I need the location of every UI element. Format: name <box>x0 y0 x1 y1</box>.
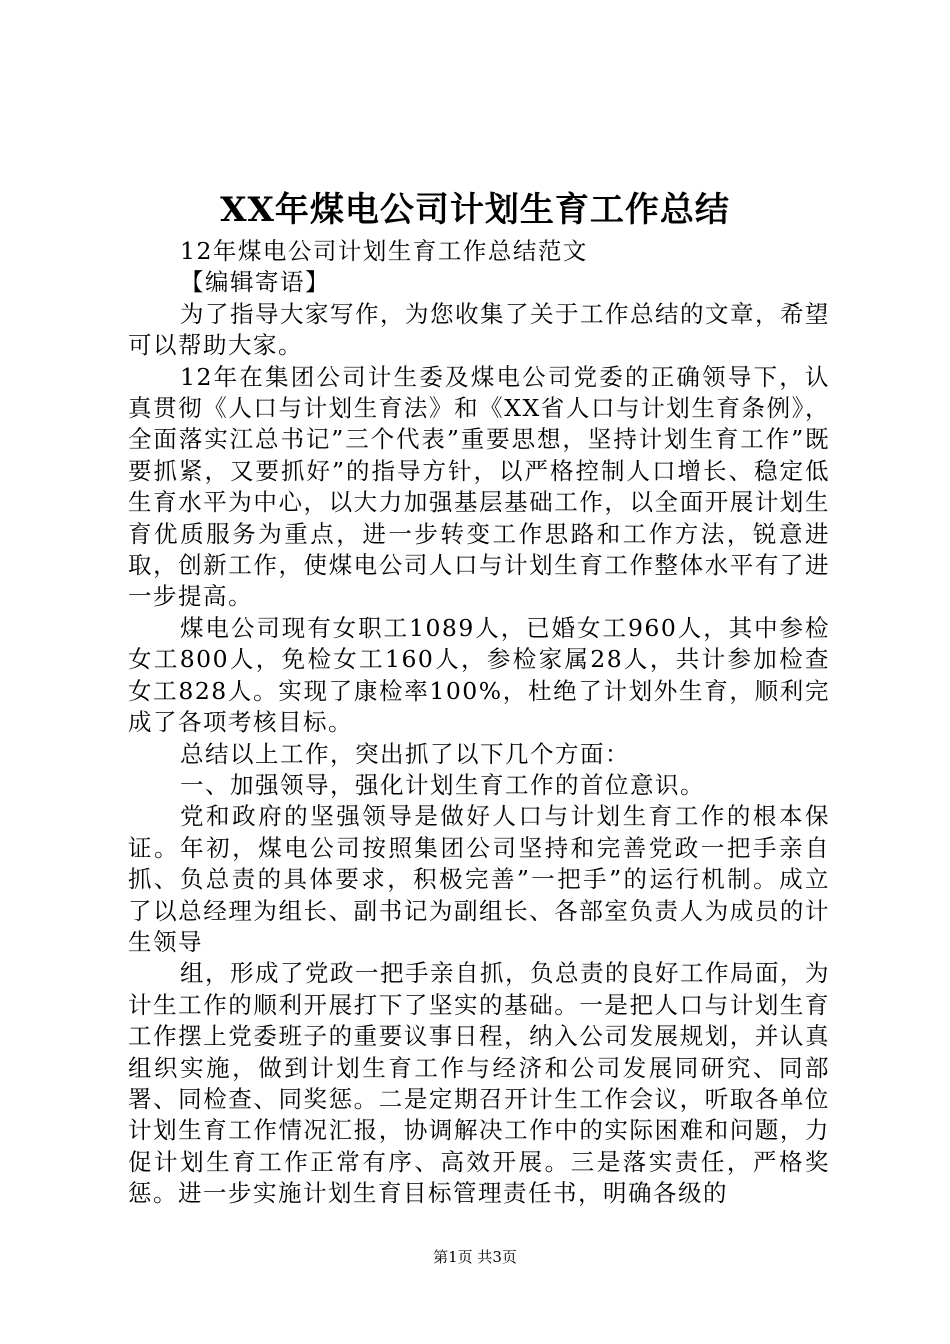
editor-note-label: 【编辑寄语】 <box>180 268 330 297</box>
subtitle: 12年煤电公司计划生育工作总结范文 <box>180 237 588 265</box>
paragraph-leadership: 党和政府的坚强领导是做好人口与计划生育工作的根本保证。年初，煤电公司按照集团公司坚持和完善党政一把手亲自抓、负总责的具体要求，积极完善”一把手”的运行机制。成立了以总经理为组长、副书记为副组长、各部室负责人为成员的计生领导 <box>128 802 830 956</box>
document-title: XX年煤电公司计划生育工作总结 <box>220 190 730 230</box>
paragraph-summary-lead: 总结以上工作，突出抓了以下几个方面： <box>180 739 630 768</box>
paragraph-overview: 12年在集团公司计生委及煤电公司党委的正确领导下，认真贯彻《人口与计划生育法》和《XX省人口与计划生育条例》，全面落实江总书记”三个代表”重要思想，坚持计划生育工作”既要抓紧，又要抓好”的指导方针，以严格控制人口增长、稳定低生育水平为中心，以大力加强基层基础工作，以全面开展计划生育优质服务为重点，进一步转变工作思路和工作方法，锐意进取，创新工作，使煤电公司人口与计划生育工作整体水平有了进一步提高。 <box>128 362 830 611</box>
document-body <box>128 236 830 1210</box>
page-footer: 第1页 共3页 <box>433 1248 517 1266</box>
paragraph-intro: 为了指导大家写作，为您收集了关于工作总结的文章，希望可以帮助大家。 <box>128 299 830 360</box>
paragraph-leadership-continued: 组，形成了党政一把手亲自抓，负总责的良好工作局面，为计生工作的顺利开展打下了坚实的基础。一是把人口与计划生育工作摆上党委班子的重要议事日程，纳入公司发展规划，并认真组织实施，做到计划生育工作与经济和公司发展同研究、同部署、同检查、同奖惩。二是定期召开计生工作会议，听取各单位计划生育工作情况汇报，协调解决工作中的实际困难和问题，力促计划生育工作正常有序、高效开展。三是落实责任，严格奖惩。进一步实施计划生育目标管理责任书，明确各级的 <box>128 959 830 1208</box>
section-heading-1: 一、加强领导，强化计划生育工作的首位意识。 <box>180 770 705 799</box>
paragraph-statistics: 煤电公司现有女职工1089人，已婚女工960人，其中参检女工800人，免检女工160人，参检家属28人，共计参加检查女工828人。实现了康检率100%，杜绝了计划外生育，顺利完成了各项考核目标。 <box>128 613 830 737</box>
